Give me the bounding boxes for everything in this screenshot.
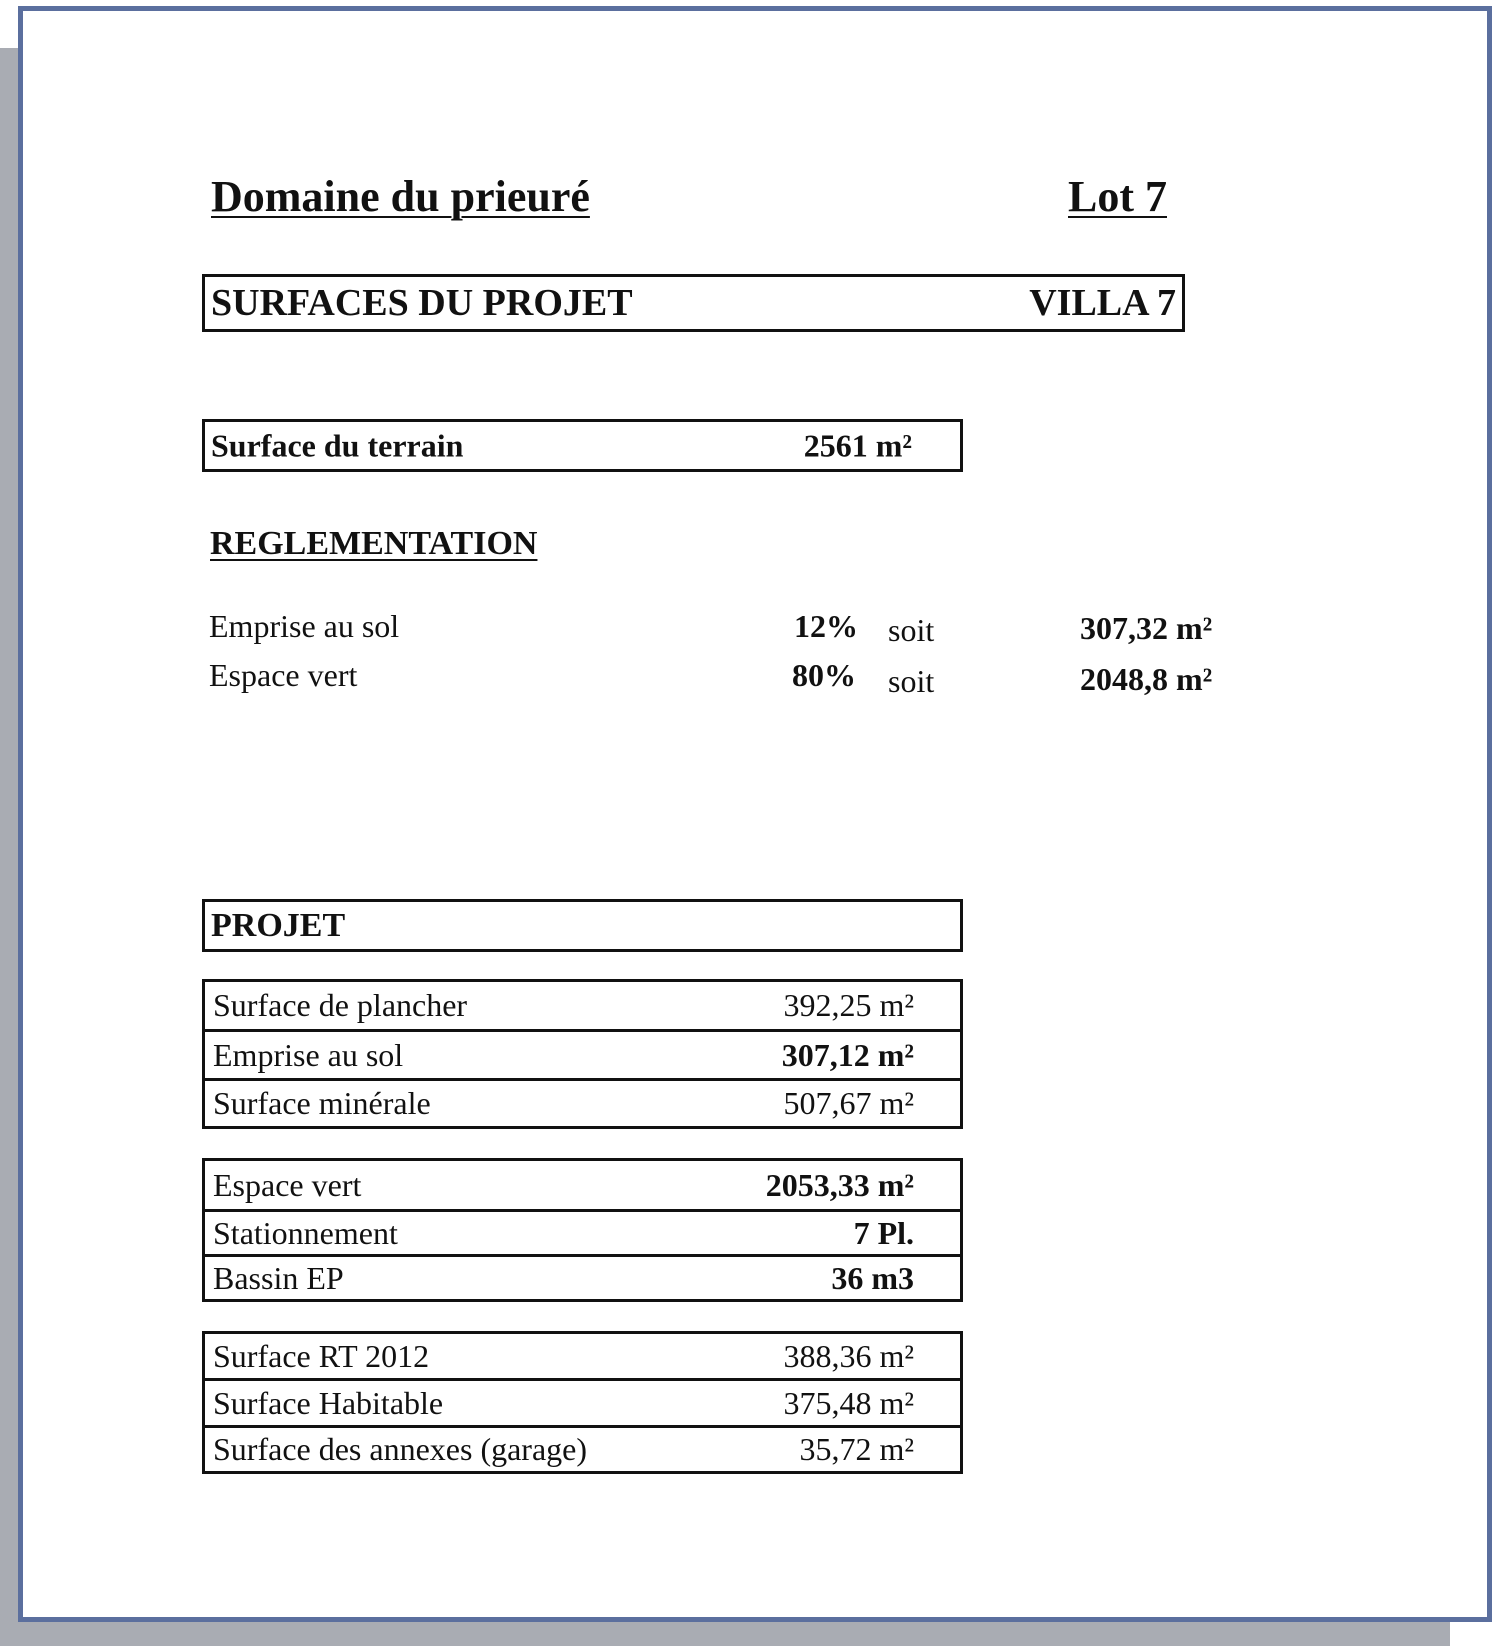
- reglementation-heading: REGLEMENTATION: [210, 525, 538, 562]
- reg-percent: 80%: [792, 657, 856, 693]
- reg-label: Espace vert: [209, 657, 358, 693]
- project-surfaces-bar: [202, 274, 1185, 332]
- reg-value: 2048,8 m²: [1080, 661, 1213, 697]
- title-domaine: Domaine du prieuré: [211, 172, 590, 221]
- terrain-value: 2561 m²: [803, 427, 912, 463]
- row-label: Surface de plancher: [204, 981, 652, 1031]
- reg-label: Emprise au sol: [209, 608, 400, 644]
- row-value: 375,48 m²: [717, 1380, 961, 1427]
- table-row: [204, 1160, 962, 1211]
- row-value: 2053,33 m²: [581, 1160, 961, 1211]
- table-row: [204, 981, 962, 1031]
- row-label: Surface RT 2012: [204, 1333, 718, 1380]
- row-value: 36 m3: [831, 1259, 914, 1296]
- table-row: [204, 1427, 962, 1473]
- reg-value: 307,32 m²: [1080, 610, 1213, 646]
- row-label: Surface des annexes (garage): [213, 1431, 588, 1467]
- projet-table-1: [202, 979, 963, 1129]
- reg-soit: soit: [888, 663, 935, 699]
- title-lot: Lot 7: [1068, 172, 1167, 221]
- table-row: [204, 1256, 962, 1301]
- project-surfaces-label: SURFACES DU PROJET: [211, 282, 633, 324]
- row-value: 307,12 m²: [652, 1031, 962, 1080]
- terrain-box: [202, 419, 963, 472]
- projet-heading-box: [202, 899, 963, 952]
- projet-table-3: [202, 1331, 963, 1474]
- row-label: Stationnement: [204, 1211, 582, 1256]
- projet-table-2: [202, 1158, 963, 1302]
- table-row: [204, 1333, 962, 1380]
- row-label: Bassin EP: [213, 1259, 344, 1296]
- reg-soit: soit: [888, 612, 935, 648]
- table-row: [204, 1080, 962, 1128]
- table-row: [204, 1211, 962, 1256]
- projet-heading: PROJET: [211, 906, 346, 944]
- row-label: Emprise au sol: [204, 1031, 652, 1080]
- villa-label: VILLA 7: [1029, 282, 1176, 324]
- reg-percent: 12%: [794, 608, 858, 644]
- terrain-label: Surface du terrain: [211, 427, 464, 463]
- table-row: [204, 1380, 962, 1427]
- row-value: 7 Pl.: [581, 1211, 961, 1256]
- row-value: 35,72 m²: [799, 1431, 914, 1467]
- row-value: 392,25 m²: [652, 981, 962, 1031]
- row-label: Surface Habitable: [204, 1380, 718, 1427]
- row-label: Surface minérale: [213, 1085, 431, 1121]
- row-value: 388,36 m²: [717, 1333, 961, 1380]
- row-label: Espace vert: [204, 1160, 582, 1211]
- table-row: [204, 1031, 962, 1080]
- row-value: 507,67 m²: [783, 1085, 914, 1121]
